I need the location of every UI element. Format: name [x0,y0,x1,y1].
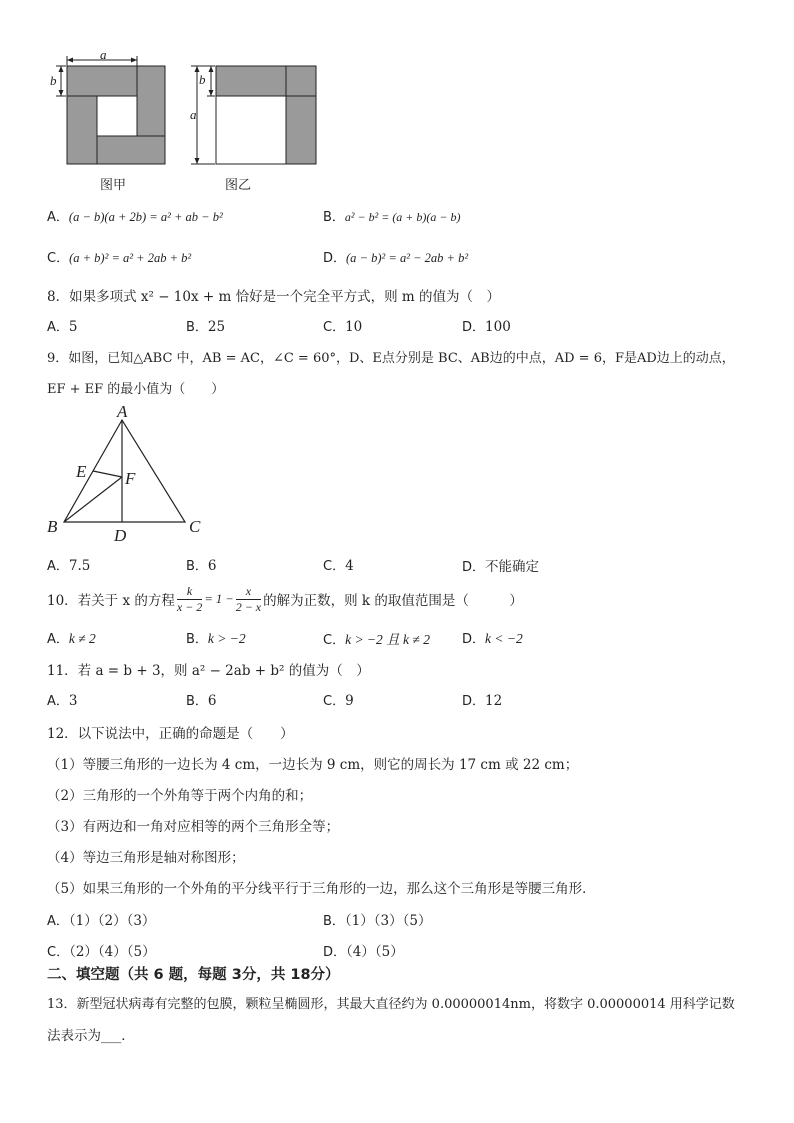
q11-option-d[interactable] [462,690,502,709]
q10-option-a[interactable] [47,628,96,647]
q11-option-c[interactable] [323,690,354,709]
fraction-2-numerator: x [245,583,252,598]
q8-option-c[interactable] [323,316,362,335]
fig-yi-caption: 图乙 [225,178,252,193]
q8-option-d[interactable] [462,316,511,335]
fraction-1-numerator: k [186,583,193,598]
option-letter: B． [186,559,208,574]
option-letter: C． [323,694,346,709]
q12-option-b[interactable] [323,909,431,929]
option-letter: A． [47,559,69,574]
option-text: (a − b)² = a² − 2ab + b² [346,251,469,265]
option-letter: B． [323,210,345,225]
option-text: 6 [207,558,217,574]
fig-yi-label-a: a [190,107,197,122]
option-letter: A． [47,914,69,929]
q13-line2: 法表示为___． [47,1028,135,1044]
q13-line1: 13．新型冠状病毒有完整的包膜，颗粒呈椭圆形，其最大直径约为 0.00000014nm，将数字 0.00000014 用科学记数 [47,997,735,1012]
option-text: 100 [485,319,511,335]
option-letter: C． [47,251,70,266]
option-text: 3 [68,693,78,709]
option-text: 7.5 [68,558,91,574]
q7-option-a[interactable] [47,206,223,225]
option-text: (a − b)(a + 2b) = a² + ab − b² [68,210,223,224]
q10-stem-suffix: 的解为正数，则 k 的取值范围是（ ） [263,593,523,609]
option-letter: C． [323,633,346,648]
fig-yi-label-b: b [199,72,206,87]
q10-stem-prefix: 10．若关于 x 的方程 [47,593,175,609]
option-letter: B． [186,632,208,647]
q9-option-d[interactable] [462,555,539,575]
fig-jia-caption: 图甲 [100,178,127,193]
q8-option-a[interactable] [47,316,78,335]
option-letter: A． [47,694,69,709]
q12-option-c[interactable] [47,940,156,960]
option-letter: B． [186,320,208,335]
q10-middle: = 1 − [204,591,234,606]
q8-option-b[interactable] [186,316,225,335]
q12-option-d[interactable] [323,940,404,960]
option-letter: D． [462,560,486,575]
vertex-label-d: D [114,526,127,545]
option-letter: D． [462,320,486,335]
option-text: 12 [485,693,503,709]
q10-stem [47,581,523,617]
q10-option-c[interactable] [323,628,430,648]
fraction-2-denominator: 2 − x [235,599,262,614]
q9-option-a[interactable] [47,555,90,574]
option-text: 25 [207,319,226,335]
vertex-label-f: F [125,469,136,488]
option-text: k ≠ 2 [68,631,96,646]
option-text: （1）（3）（5） [344,913,432,929]
option-letter: D． [323,251,347,266]
option-letter: A． [47,320,69,335]
q11-stem: 11．若 a = b + 3，则 a² − 2ab + b² 的值为（ ） [47,663,370,679]
q12-statement-3: （3）有两边和一角对应相等的两个三角形全等； [47,819,340,835]
q7-option-d[interactable] [323,247,468,266]
vertex-label-a: A [117,402,128,421]
option-text: （2）（4）（5） [69,944,156,960]
option-text: （4）（5） [346,944,404,960]
option-text: k > −2 [207,631,246,646]
option-letter: D． [462,632,486,647]
option-letter: D． [462,694,486,709]
q9-stem-line1: 9．如图，已知△ABC 中，AB = AC，∠C = 60°，D、E点分别是 BC、AB边的中点，AD = 6，F是AD边上的动点， [47,351,735,366]
q10-option-d[interactable] [462,628,523,647]
figure-yi [185,58,325,170]
q12-stem: 12．以下说法中，正确的命题是（ ） [47,726,294,742]
q9-option-c[interactable] [323,555,354,574]
vertex-label-e: E [76,462,87,481]
q9-option-b[interactable] [186,555,217,574]
option-text: a² − b² = (a + b)(a − b) [344,210,461,224]
option-text: （1）（2）（3） [68,913,156,929]
fraction-2 [236,584,261,615]
q11-option-b[interactable] [186,690,217,709]
option-letter: A． [47,210,69,225]
option-letter: B． [323,914,345,929]
vertex-label-c: C [189,517,201,536]
option-letter: C． [323,320,346,335]
option-letter: C． [47,945,70,960]
q12-statement-4: （4）等边三角形是轴对称图形； [47,850,245,866]
option-text: k < −2 [485,631,523,646]
option-text: 9 [345,693,354,709]
option-text: 10 [345,319,363,335]
option-text: 6 [207,693,217,709]
option-letter: B． [186,694,208,709]
q8-stem: 8．如果多项式 x² − 10x + m 恰好是一个完全平方式，则 m 的值为（ ） [47,289,500,305]
q7-option-c[interactable] [47,247,191,266]
q12-statement-5: （5）如果三角形的一个外角的平分线平行于三角形的一边，那么这个三角形是等腰三角形． [47,881,596,897]
q12-statement-1: （1）等腰三角形的一边长为 4 cm，一边长为 9 cm，则它的周长为 17 cm 或 22 cm； [47,757,579,773]
figure-jia [40,48,180,173]
vertex-label-b: B [47,517,58,536]
q12-option-a[interactable] [47,909,155,929]
fraction-1 [177,584,202,615]
q7-option-b[interactable] [323,206,461,225]
option-letter: D． [323,945,347,960]
fig-jia-label-a: a [100,47,107,62]
option-letter: C． [323,559,346,574]
option-text: 4 [345,558,354,574]
option-text: k > −2 且 k ≠ 2 [345,632,430,647]
fraction-1-denominator: x − 2 [176,599,203,614]
option-text: (a + b)² = a² + 2ab + b² [69,251,192,265]
q12-statement-2: （2）三角形的一个外角等于两个内角的和； [47,788,313,804]
option-letter: A． [47,632,69,647]
q10-option-b[interactable] [186,628,246,647]
section-heading: 二、填空题（共 6 题，每题 3分，共 18分） [47,967,340,983]
fig-jia-label-b: b [50,73,57,88]
option-text: 5 [68,319,78,335]
q9-stem-line2: EF + EF 的最小值为（ ） [47,382,225,397]
option-text: 不能确定 [485,559,540,575]
q11-option-a[interactable] [47,690,78,709]
